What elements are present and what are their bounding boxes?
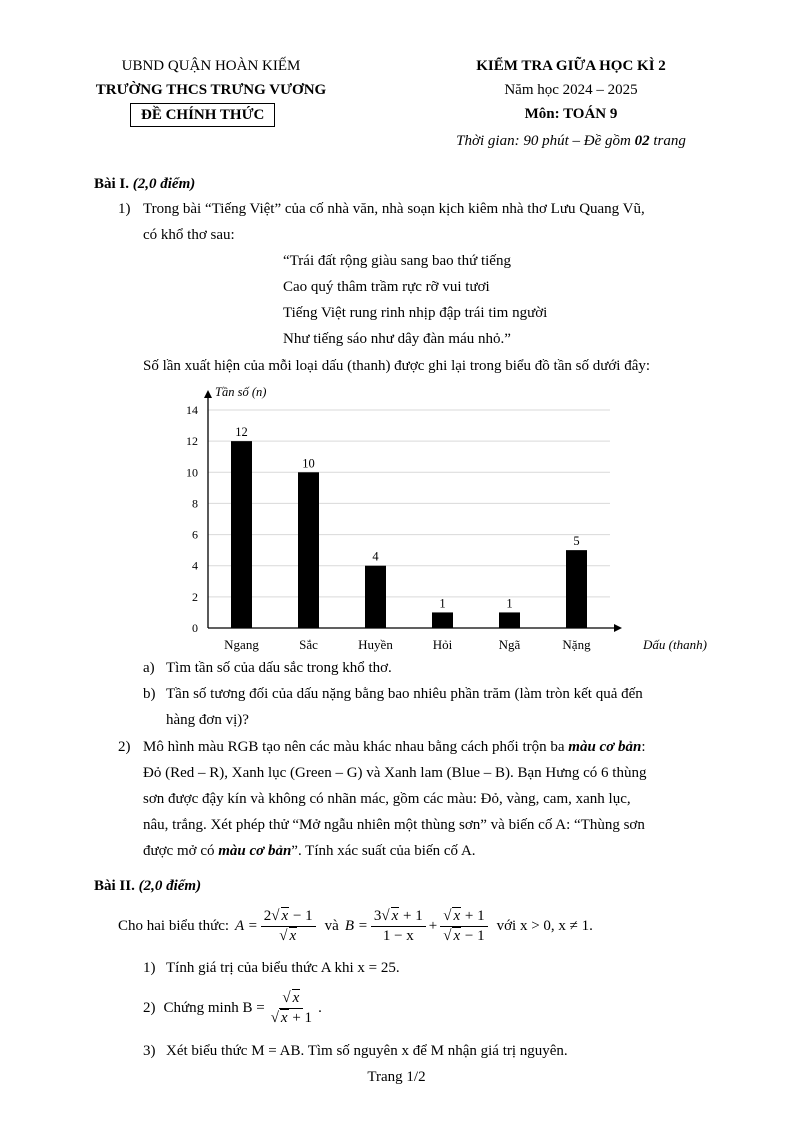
bai2-q2-number: 2) bbox=[143, 999, 156, 1016]
bar-value-label: 5 bbox=[573, 534, 580, 549]
y-tick-label: 0 bbox=[192, 621, 198, 635]
expr-a-fraction: $\frac{2√ x - 1}{√ x}$ bbox=[261, 907, 316, 946]
expr-b-fraction-1: $\frac{3√ x + 1}{1 - x}$ bbox=[371, 907, 426, 946]
bar-value-label: 1 bbox=[439, 596, 446, 611]
b2-den-rad: x bbox=[453, 927, 461, 944]
x-tick-label: Hỏi bbox=[432, 637, 453, 652]
b2-num-rad: x bbox=[453, 907, 461, 924]
a-num-coef: 2 bbox=[263, 907, 272, 924]
bai1-q2-line3: sơn được đậy kín và không có nhãn mác, gồm các màu: Đỏ, vàng, cam, xanh lục, bbox=[143, 791, 631, 807]
y-tick-label: 8 bbox=[192, 496, 198, 511]
condition: với x > 0, x ≠ 1. bbox=[496, 917, 593, 934]
official-badge bbox=[130, 107, 275, 124]
y-axis-title: Tần số (n) bbox=[215, 385, 267, 399]
subject: Môn: TOÁN 9 bbox=[524, 106, 618, 122]
time-pages: 02 bbox=[634, 133, 650, 149]
bai1-title: Bài I. bbox=[94, 176, 130, 192]
bai2-q2 bbox=[143, 986, 322, 1030]
poem-line-2: Cao quý thâm trầm rực rỡ vui tươi bbox=[283, 279, 490, 295]
and-word: và bbox=[324, 917, 339, 934]
bai1-q1-line1: Trong bài “Tiếng Việt” của cố nhà văn, nhà soạn kịch kiêm nhà thơ Lưu Quang Vũ, bbox=[143, 201, 645, 217]
bar-value-label: 4 bbox=[372, 549, 379, 564]
a-num-rad: x bbox=[281, 907, 289, 924]
q2-den-rad: x bbox=[280, 1009, 288, 1026]
bar-Hỏi bbox=[432, 612, 453, 628]
x-tick-label: Ngã bbox=[498, 637, 521, 652]
bai1-qa-label: a) bbox=[143, 660, 155, 676]
bai1-q1-number: 1) bbox=[118, 201, 131, 217]
y-tick-label: 6 bbox=[192, 527, 198, 542]
a-den-rad: x bbox=[289, 927, 297, 944]
bai1-q2-number: 2) bbox=[118, 739, 131, 755]
frequency-bar-chart bbox=[160, 380, 707, 655]
bai1-q2-line5 bbox=[143, 843, 476, 860]
time-prefix: Thời gian: 90 phút – Đề gồm bbox=[456, 133, 635, 149]
bai1-points: (2,0 điểm) bbox=[132, 176, 196, 192]
bai2-points: (2,0 điểm) bbox=[138, 878, 202, 894]
bai2-q3-number: 3) bbox=[143, 1043, 156, 1059]
q2-line5-post: ”. Tính xác suất của biến cố A. bbox=[291, 843, 476, 859]
x-axis-arrow bbox=[614, 624, 622, 632]
school-year: Năm học 2024 – 2025 bbox=[504, 82, 638, 98]
q2-den-tail: + 1 bbox=[288, 1009, 313, 1026]
bai1-qb-label: b) bbox=[143, 686, 156, 702]
bai1-qa-text: Tìm tần số của dấu sắc trong khổ thơ. bbox=[166, 660, 392, 676]
official-label: ĐỀ CHÍNH THỨC bbox=[130, 103, 275, 127]
b2-num-tail: + 1 bbox=[461, 907, 485, 924]
poem-line-1: “Trái đất rộng giàu sang bao thứ tiếng bbox=[283, 253, 511, 269]
b2-den-tail: − 1 bbox=[461, 927, 485, 944]
poem-line-3: Tiếng Việt rung rinh nhịp đập trái tim người bbox=[283, 305, 548, 321]
page-number: Trang 1/2 bbox=[367, 1069, 426, 1085]
q2-fraction: $\frac{√ x}{√ x + 1}$ bbox=[270, 989, 313, 1026]
y-tick-label: 10 bbox=[186, 465, 198, 480]
bai1-q2-line2: Đỏ (Red – R), Xanh lục (Green – G) và Xanh lam (Blue – B). Bạn Hưng có 6 thùng bbox=[143, 765, 647, 781]
q2-line5-pre: được mở có bbox=[143, 843, 219, 859]
bar-Ngang bbox=[231, 441, 252, 628]
b1-num-rad: x bbox=[391, 907, 399, 924]
district-name: UBND QUẬN HOÀN KIẾM bbox=[121, 58, 301, 74]
q2-num-rad: x bbox=[292, 989, 300, 1006]
q2-line5-em: màu cơ bản bbox=[218, 843, 292, 859]
q2-line1-pre: Mô hình màu RGB tạo nên các màu khác nhau bằng cách phối trộn ba bbox=[143, 739, 569, 755]
bar-Huyền bbox=[365, 566, 386, 628]
bai2-q2-text: Chứng minh B = bbox=[163, 999, 265, 1016]
bai1-qb-line1: Tần số tương đối của dấu nặng bằng bao nhiêu phần trăm (làm tròn kết quả đến bbox=[166, 686, 643, 702]
bai2-expressions bbox=[118, 903, 593, 949]
chart-intro: Số lần xuất hiện của mỗi loại dấu (thanh) được ghi lại trong biểu đồ tần số dưới đây: bbox=[143, 358, 651, 374]
time-suffix: trang bbox=[649, 133, 686, 149]
expr-b-fraction-2: $\frac{√ x + 1}{√ x - 1}$ bbox=[440, 907, 487, 946]
plus-sign: + bbox=[428, 917, 438, 934]
q2-end: . bbox=[318, 999, 322, 1016]
exam-title: KIỂM TRA GIỮA HỌC KÌ 2 bbox=[476, 58, 666, 74]
bar-Sắc bbox=[298, 472, 319, 628]
poem-line-4: Như tiếng sáo như dây đàn máu nhỏ.” bbox=[283, 331, 511, 347]
bai1-q2-line1 bbox=[143, 739, 646, 756]
x-tick-label: Ngang bbox=[224, 637, 259, 652]
y-tick-label: 14 bbox=[186, 403, 198, 417]
b1-num-tail: + 1 bbox=[399, 907, 423, 924]
bar-value-label: 12 bbox=[235, 425, 248, 440]
expr-b-lhs: B = bbox=[344, 917, 368, 934]
y-tick-label: 4 bbox=[192, 558, 198, 573]
bai2-q1-text: Tính giá trị của biểu thức A khi x = 25. bbox=[166, 960, 400, 976]
bai2-q3-text: Xét biểu thức M = AB. Tìm số nguyên x để M nhận giá trị nguyên. bbox=[166, 1043, 568, 1059]
bai1-q2-line4: nâu, trắng. Xét phép thử “Mở ngẫu nhiên một thùng sơn” và biến cố A: “Thùng sơn bbox=[143, 817, 645, 833]
bai1-qb-line2: hàng đơn vị)? bbox=[166, 712, 249, 728]
x-tick-label: Sắc bbox=[299, 637, 318, 652]
x-tick-label: Nặng bbox=[562, 637, 591, 652]
expr-a-lhs: A = bbox=[235, 917, 258, 934]
q2-line1-em: màu cơ bản bbox=[568, 739, 642, 755]
y-tick-label: 2 bbox=[192, 589, 198, 604]
y-axis-arrow bbox=[204, 390, 212, 398]
school-name: TRƯỜNG THCS TRƯNG VƯƠNG bbox=[95, 82, 327, 98]
b1-num-coef: 3 bbox=[373, 907, 382, 924]
x-tick-label: Huyền bbox=[358, 637, 393, 652]
exam-time bbox=[416, 133, 726, 150]
bai2-heading bbox=[94, 878, 201, 895]
bai1-q1-line2: có khổ thơ sau: bbox=[143, 227, 235, 243]
y-tick-label: 12 bbox=[186, 434, 198, 449]
bai1-heading bbox=[94, 176, 195, 193]
x-axis-title: Dấu (thanh) bbox=[643, 637, 707, 652]
bai2-intro: Cho hai biểu thức: bbox=[118, 917, 230, 934]
bar-value-label: 1 bbox=[506, 596, 513, 611]
bai2-title: Bài II. bbox=[94, 878, 135, 894]
b1-den: 1 − x bbox=[382, 927, 414, 944]
bai2-q1-number: 1) bbox=[143, 960, 156, 976]
bar-value-label: 10 bbox=[302, 456, 315, 471]
a-num-tail: − 1 bbox=[289, 907, 313, 924]
q2-line1-post: : bbox=[641, 739, 646, 755]
bar-Ngã bbox=[499, 612, 520, 628]
bar-Nặng bbox=[566, 550, 587, 628]
